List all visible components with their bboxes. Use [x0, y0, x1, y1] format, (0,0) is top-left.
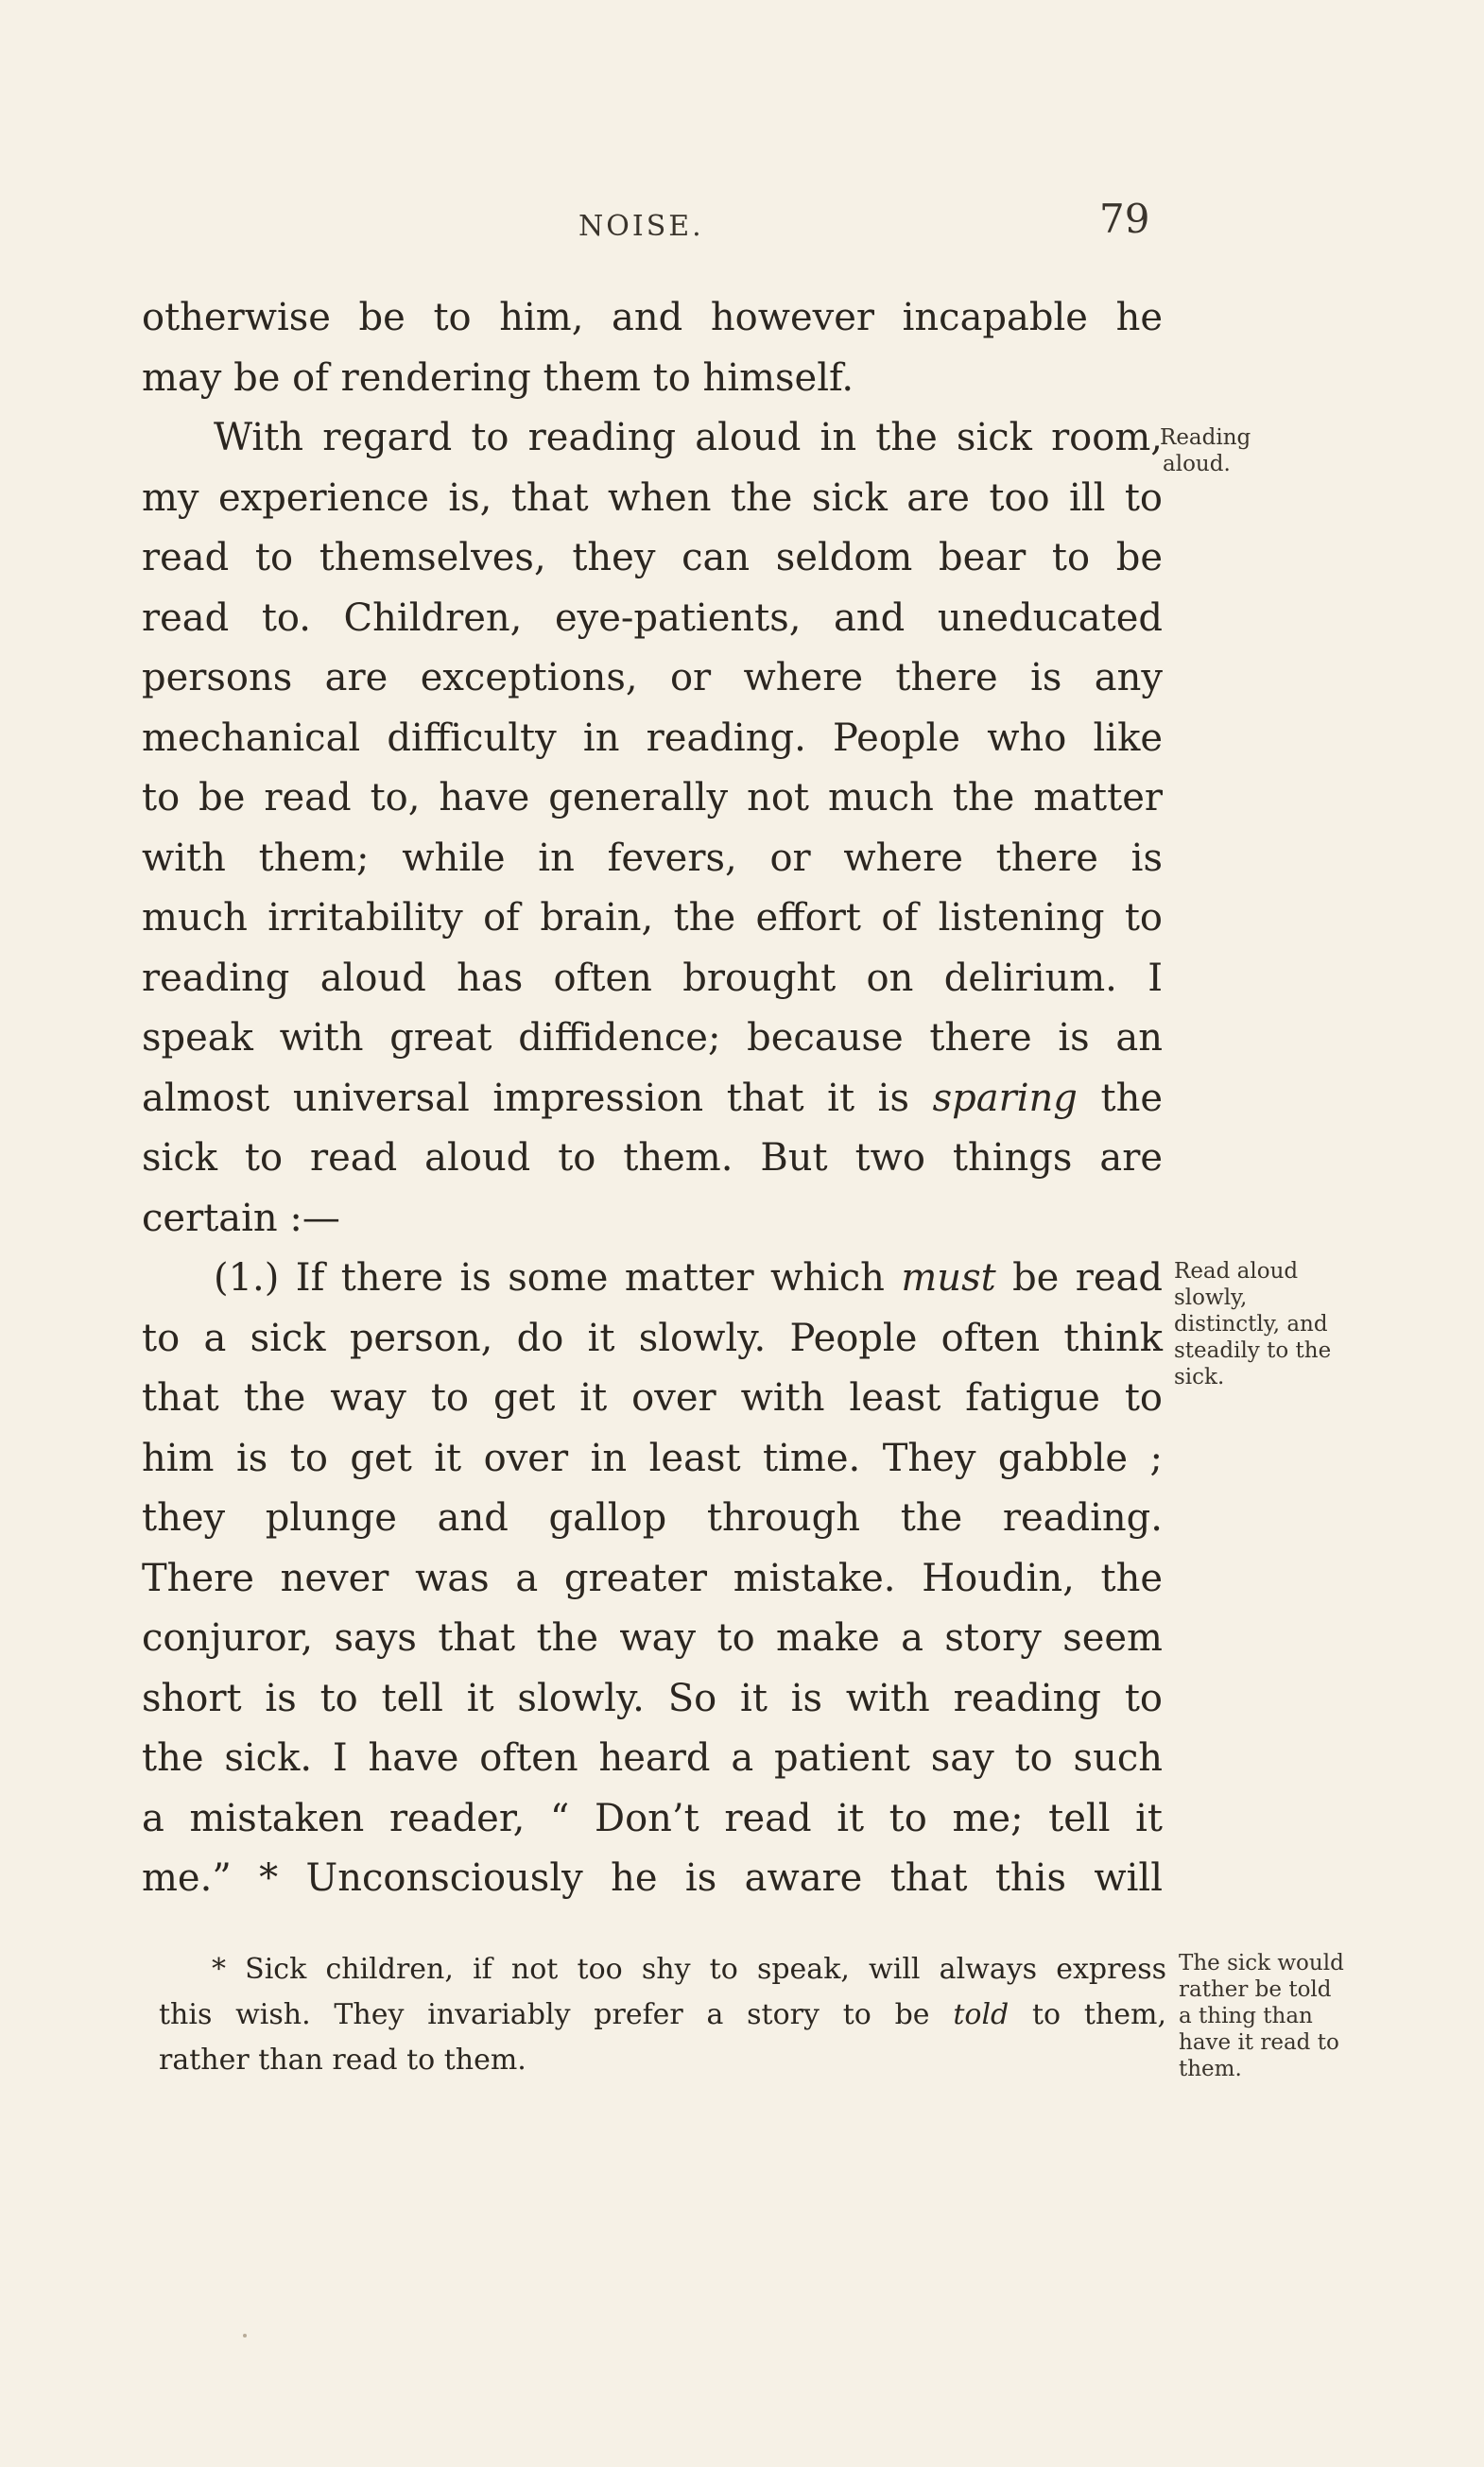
body-line: my experience is, that when the sick are too ill to — [142, 475, 1163, 520]
body-line: may be of rendering them to himself. — [142, 355, 854, 400]
footnote-line: rather than read to them. — [159, 2044, 526, 2077]
body-line: (1.) If there is some matter which must be read — [214, 1256, 1164, 1300]
body-line: otherwise be to him, and however incapable he — [142, 296, 1163, 339]
margin-note-line: Reading — [1160, 425, 1251, 450]
margin-note-line: have it read to — [1179, 2030, 1339, 2055]
body-line: that the way to get it over with least fatigue to — [142, 1376, 1163, 1420]
margin-note-line: slowly, — [1174, 1285, 1248, 1310]
body-line: me.” * Unconsciously he is aware that this will — [142, 1856, 1163, 1900]
body-line: the sick. I have often heard a patient say to such — [142, 1736, 1163, 1780]
margin-note-line: distinctly, and — [1174, 1312, 1328, 1337]
emphasis: told — [953, 1998, 1009, 2031]
body-line: persons are exceptions, or where there is any — [142, 656, 1163, 699]
emphasis: sparing — [932, 1076, 1078, 1120]
body-line: they plunge and gallop through the reading. — [142, 1496, 1163, 1540]
body-line: with them; while in fevers, or where there is — [142, 836, 1163, 880]
margin-note-read-slowly — [1174, 1258, 1331, 1390]
margin-note-sick-told — [1179, 1950, 1344, 2082]
body-line: read to. Children, eye-patients, and uneducated — [142, 595, 1163, 640]
body-line: sick to read aloud to them. But two things are — [142, 1136, 1163, 1180]
body-text — [142, 288, 1163, 1909]
body-line: to a sick person, do it slowly. People often think — [142, 1316, 1163, 1360]
body-line: mechanical difficulty in reading. People who like — [142, 716, 1163, 760]
body-line: reading aloud has often brought on delirium. I — [142, 956, 1163, 1000]
footnote-line: * Sick children, if not too shy to speak, will always express — [212, 1953, 1166, 1986]
page-speck — [243, 2334, 247, 2338]
body-line: to be read to, have generally not much the matter — [142, 776, 1163, 819]
body-line: There never was a greater mistake. Houdin, the — [142, 1556, 1163, 1600]
margin-note-reading-aloud — [1160, 424, 1251, 477]
margin-note-line: Read aloud — [1174, 1259, 1299, 1284]
body-line: almost universal impression that it is sparing the — [142, 1076, 1163, 1120]
margin-note-line: steadily to the — [1174, 1338, 1332, 1363]
margin-note-line: a thing than — [1179, 2004, 1313, 2028]
margin-note-line: aloud. — [1163, 452, 1231, 476]
emphasis: must — [901, 1256, 996, 1300]
body-line: much irritability of brain, the effort of listening to — [142, 896, 1163, 940]
body-line: conjuror, says that the way to make a story seem — [142, 1616, 1163, 1660]
footnote — [159, 1947, 1166, 2083]
footnote-line: this wish. They invariably prefer a story to be told to them, — [159, 1998, 1166, 2031]
margin-note-line: rather be told — [1179, 1977, 1332, 2002]
margin-note-line: sick. — [1174, 1365, 1225, 1389]
body-line: him is to get it over in least time. They gabble ; — [142, 1436, 1163, 1480]
body-line: speak with great diffidence; because there is an — [142, 1016, 1163, 1060]
running-header: NOISE. — [578, 210, 704, 243]
body-line: With regard to reading aloud in the sick room, — [214, 416, 1163, 459]
body-line: a mistaken reader, “ Don’t read it to me; tell it — [142, 1796, 1163, 1840]
body-line: certain :— — [142, 1196, 340, 1240]
margin-note-line: The sick would — [1179, 1951, 1344, 1975]
body-line: read to themselves, they can seldom bear to be — [142, 536, 1163, 579]
body-line: short is to tell it slowly. So it is with reading to — [142, 1676, 1163, 1720]
margin-note-line: them. — [1179, 2057, 1242, 2081]
page-number: 79 — [1099, 196, 1150, 242]
